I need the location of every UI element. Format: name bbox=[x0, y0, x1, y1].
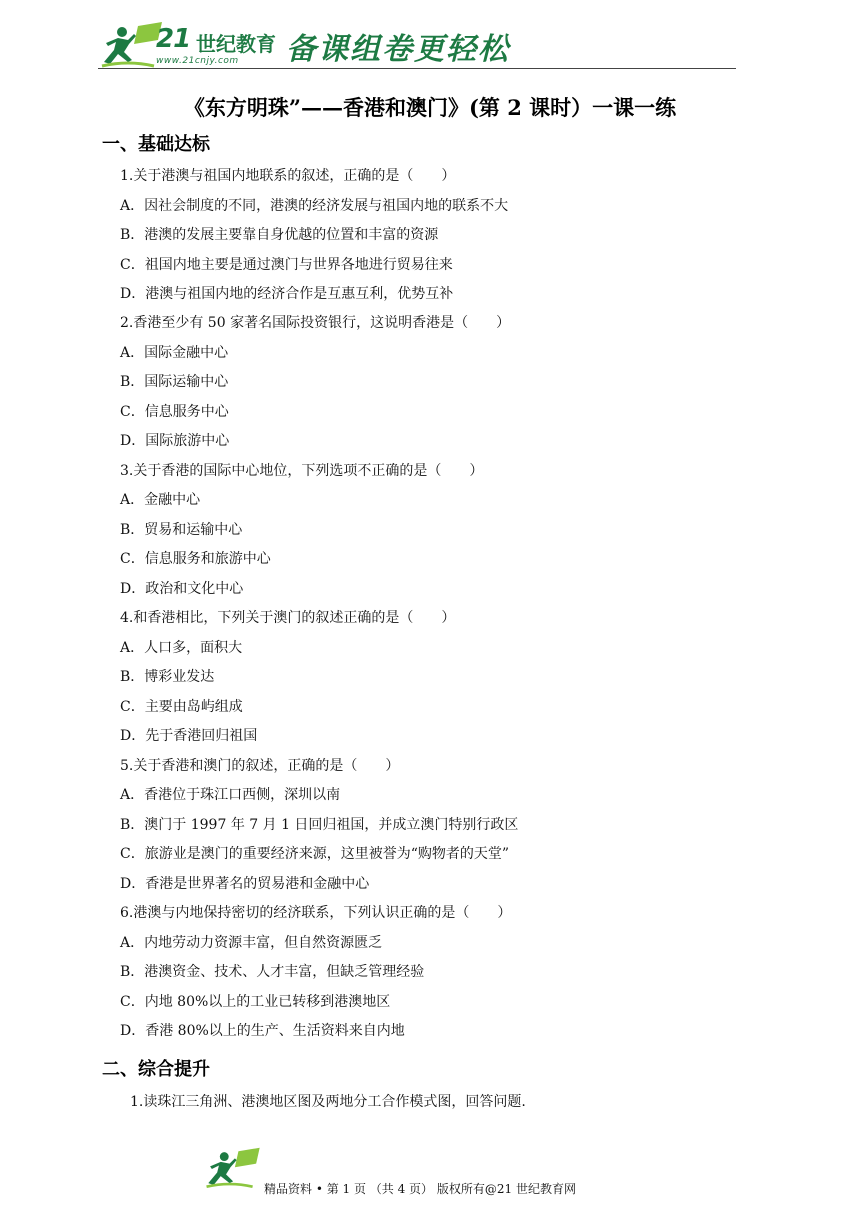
option-line: D．香港 80%以上的生产、生活资料来自内地 bbox=[120, 1023, 405, 1039]
option-line: A．国际金融中心 bbox=[120, 345, 229, 361]
question-line: 1.读珠江三角洲、港澳地区图及两地分工合作模式图，回答问题. bbox=[130, 1094, 526, 1110]
option-line: A．内地劳动力资源丰富，但自然资源匮乏 bbox=[120, 935, 383, 951]
question-line: 4.和香港相比，下列关于澳门的叙述正确的是（ ） bbox=[120, 610, 456, 626]
option-line: D．先于香港回归祖国 bbox=[120, 728, 258, 744]
footer-text: 精品资料 • 第 1 页 （共 4 页） 版权所有@21 世纪教育网 bbox=[264, 1182, 576, 1196]
question-line: 2.香港至少有 50 家著名国际投资银行，这说明香港是（ ） bbox=[120, 315, 511, 331]
option-line: B．澳门于 1997 年 7 月 1 日回归祖国，并成立澳门特别行政区 bbox=[120, 817, 519, 833]
logo-number: 21 bbox=[156, 24, 191, 54]
section-heading-advanced: 二、综合提升 bbox=[102, 1059, 210, 1080]
option-line: D．政治和文化中心 bbox=[120, 581, 244, 597]
header-divider bbox=[98, 68, 736, 69]
option-line: D．香港是世界著名的贸易港和金融中心 bbox=[120, 876, 370, 892]
option-line: B．国际运输中心 bbox=[120, 374, 229, 390]
option-line: A．人口多，面积大 bbox=[120, 640, 243, 656]
header-banner bbox=[98, 22, 738, 72]
logo-text: 世纪教育 bbox=[196, 32, 276, 56]
question-line: 5.关于香港和澳门的叙述，正确的是（ ） bbox=[120, 758, 400, 774]
section-heading-basic: 一、基础达标 bbox=[102, 134, 210, 155]
option-line: C．旅游业是澳门的重要经济来源，这里被誉为“购物者的天堂” bbox=[120, 846, 510, 862]
option-line: D．国际旅游中心 bbox=[120, 433, 230, 449]
logo-url: www.21cnjy.com bbox=[156, 56, 239, 66]
runner-logo-icon bbox=[203, 1146, 265, 1192]
option-line: A．因社会制度的不同，港澳的经济发展与祖国内地的联系不大 bbox=[120, 198, 509, 214]
option-line: C．信息服务和旅游中心 bbox=[120, 551, 271, 567]
option-line: B．港澳资金、技术、人才丰富，但缺乏管理经验 bbox=[120, 964, 425, 980]
option-line: B．博彩业发达 bbox=[120, 669, 215, 685]
question-line: 6.港澳与内地保持密切的经济联系，下列认识正确的是（ ） bbox=[120, 905, 512, 921]
question-line: 1.关于港澳与祖国内地联系的叙述，正确的是（ ） bbox=[120, 168, 456, 184]
option-line: C．内地 80%以上的工业已转移到港澳地区 bbox=[120, 994, 391, 1010]
header-slogan: 备课组卷更轻松 bbox=[286, 32, 510, 67]
question-line: 3.关于香港的国际中心地位，下列选项不正确的是（ ） bbox=[120, 463, 484, 479]
option-line: C．祖国内地主要是通过澳门与世界各地进行贸易往来 bbox=[120, 257, 453, 273]
option-line: D．港澳与祖国内地的经济合作是互惠互利，优势互补 bbox=[120, 286, 454, 302]
page-title: 《东方明珠”——香港和澳门》(第 2 课时）一课一练 bbox=[183, 95, 677, 120]
option-line: C．信息服务中心 bbox=[120, 404, 229, 420]
page-footer bbox=[0, 1146, 860, 1206]
option-line: C．主要由岛屿组成 bbox=[120, 699, 243, 715]
option-line: A．金融中心 bbox=[120, 492, 201, 508]
option-line: A．香港位于珠江口西侧，深圳以南 bbox=[120, 787, 341, 803]
option-line: B．贸易和运输中心 bbox=[120, 522, 243, 538]
option-line: B．港澳的发展主要靠自身优越的位置和丰富的资源 bbox=[120, 227, 439, 243]
